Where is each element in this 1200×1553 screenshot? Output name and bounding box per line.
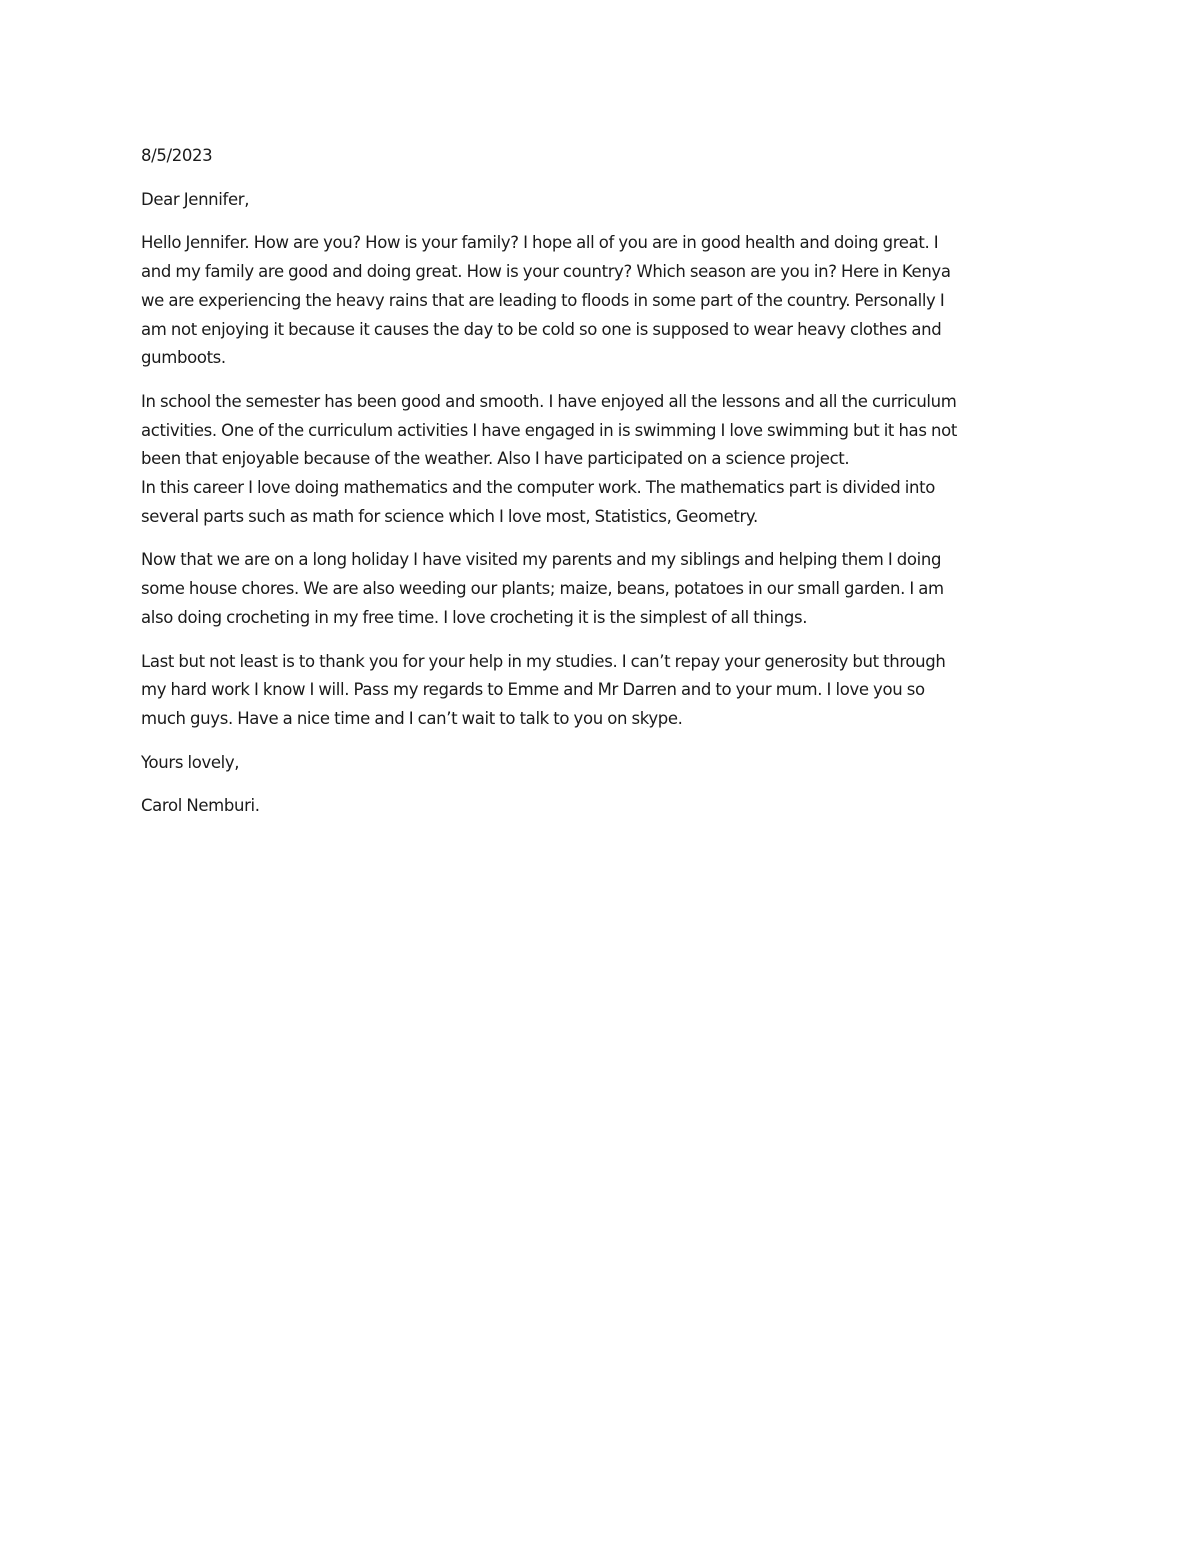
- text-line: gumboots.: [141, 348, 226, 368]
- paragraph-career: [141, 474, 1056, 531]
- letter-signature: Carol Nemburi.: [141, 796, 260, 816]
- paragraph-school: [141, 388, 1056, 474]
- text-line: Last but not least is to thank you for your help in my studies. I can’t repay your generosity but through: [141, 651, 946, 671]
- paragraph-greeting: [141, 229, 1056, 373]
- text-line: my hard work I know I will. Pass my regards to Emme and Mr Darren and to your mum. I love you so: [141, 680, 925, 700]
- letter-salutation: Dear Jennifer,: [141, 189, 250, 209]
- text-line: much guys. Have a nice time and I can’t wait to talk to you on skype.: [141, 708, 683, 728]
- text-line: and my family are good and doing great. How is your country? Which season are you in? Here in Kenya: [141, 262, 951, 282]
- letter-closing: Yours lovely,: [141, 752, 240, 772]
- text-line: been that enjoyable because of the weather. Also I have participated on a science project.: [141, 449, 850, 469]
- text-line: Now that we are on a long holiday I have visited my parents and my siblings and helping them I doing: [141, 550, 942, 570]
- text-line: Hello Jennifer. How are you? How is your family? I hope all of you are in good health and doing great. I: [141, 233, 939, 253]
- text-line: activities. One of the curriculum activities I have engaged in is swimming I love swimming but it has not: [141, 420, 957, 440]
- text-line: several parts such as math for science which I love most, Statistics, Geometry.: [141, 506, 758, 526]
- text-line: we are experiencing the heavy rains that are leading to floods in some part of the country. Personally I: [141, 290, 945, 310]
- paragraph-thanks: [141, 648, 1056, 734]
- text-line: also doing crocheting in my free time. I love crocheting it is the simplest of all things.: [141, 607, 808, 627]
- text-line: In school the semester has been good and smooth. I have enjoyed all the lessons and all the curriculum: [141, 391, 957, 411]
- letter-date: 8/5/2023: [141, 146, 213, 165]
- text-line: am not enjoying it because it causes the day to be cold so one is supposed to wear heavy clothes and: [141, 319, 942, 339]
- text-line: some house chores. We are also weeding our plants; maize, beans, potatoes in our small garden. I am: [141, 579, 944, 599]
- paragraph-holiday: [141, 546, 1056, 632]
- letter-body: [141, 142, 1056, 836]
- text-line: In this career I love doing mathematics and the computer work. The mathematics part is divided into: [141, 478, 935, 498]
